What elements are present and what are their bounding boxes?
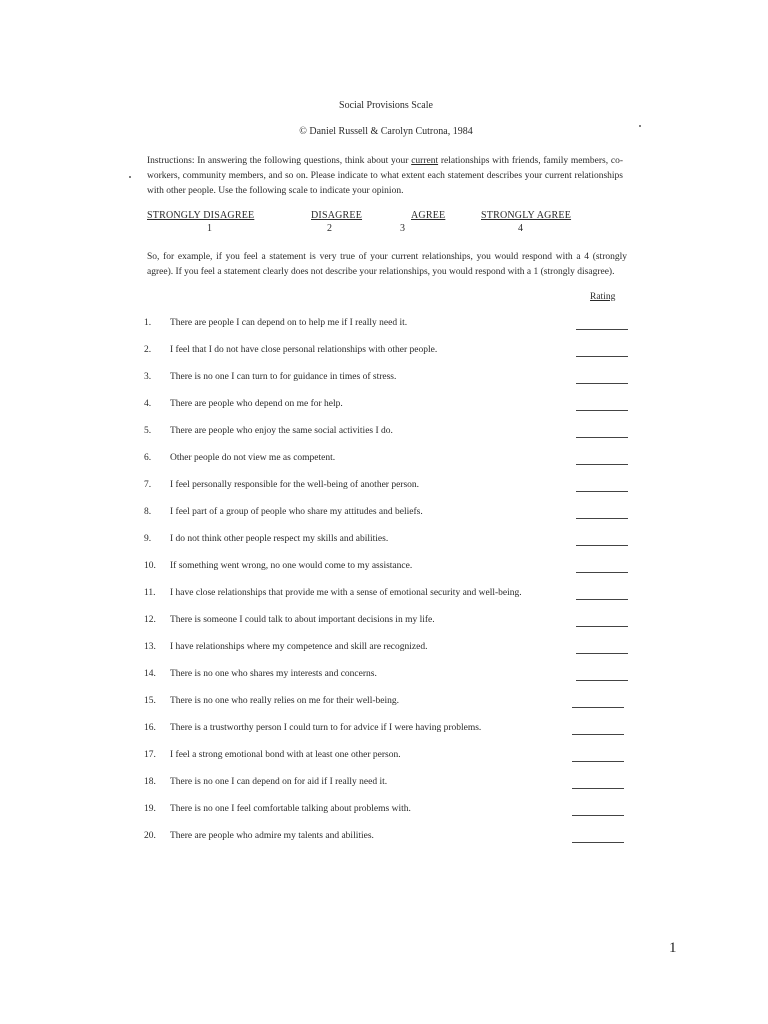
item-text: There is no one who really relies on me for their well-being. [170, 696, 399, 706]
list-item [140, 399, 640, 419]
item-number: 19. [144, 804, 156, 814]
rating-blank[interactable] [572, 734, 624, 735]
item-text: I do not think other people respect my skills and abilities. [170, 534, 389, 544]
item-text: There is no one I can depend on for aid if I really need it. [170, 777, 388, 787]
rating-blank[interactable] [572, 707, 624, 708]
list-item [140, 669, 640, 689]
item-text: I have relationships where my competence and skill are recognized. [170, 642, 428, 652]
list-item [140, 318, 640, 338]
list-item [140, 453, 640, 473]
rating-blank[interactable] [572, 788, 624, 789]
rating-blank[interactable] [576, 329, 628, 330]
item-text: There are people who enjoy the same social activities I do. [170, 426, 393, 436]
rating-blank[interactable] [572, 761, 624, 762]
rating-blank[interactable] [576, 383, 628, 384]
list-item [140, 723, 640, 743]
item-text: There is no one I can turn to for guidance in times of stress. [170, 372, 397, 382]
scan-speck [129, 176, 131, 178]
item-text: There is someone I could talk to about important decisions in my life. [170, 615, 435, 625]
item-text: Other people do not view me as competent. [170, 453, 336, 463]
item-number: 16. [144, 723, 156, 733]
scale-value-4: 4 [518, 223, 523, 234]
list-item [140, 561, 640, 581]
list-item [140, 750, 640, 770]
list-item [140, 777, 640, 797]
rating-blank[interactable] [576, 572, 628, 573]
scale-label-strongly-disagree: STRONGLY DISAGREE [147, 210, 255, 221]
scale-label-strongly-agree: STRONGLY AGREE [481, 210, 572, 221]
item-number: 20. [144, 831, 156, 841]
item-number: 15. [144, 696, 156, 706]
rating-blank[interactable] [576, 653, 628, 654]
rating-blank[interactable] [576, 356, 628, 357]
rating-blank[interactable] [576, 518, 628, 519]
item-text: I have close relationships that provide me with a sense of emotional security and well-being. [170, 588, 522, 598]
item-number: 17. [144, 750, 156, 760]
response-scale [147, 210, 627, 236]
rating-header: Rating [590, 292, 616, 302]
copyright-line: © Daniel Russell & Carolyn Cutrona, 1984 [299, 126, 473, 137]
item-text: There is no one I feel comfortable talking about problems with. [170, 804, 411, 814]
list-item [140, 831, 640, 851]
item-number: 12. [144, 615, 156, 625]
page-number: 1 [669, 940, 677, 956]
item-number: 14. [144, 669, 156, 679]
list-item [140, 534, 640, 554]
item-number: 7. [144, 480, 152, 490]
item-text: I feel that I do not have close personal relationships with other people. [170, 345, 438, 355]
list-item [140, 804, 640, 824]
rating-blank[interactable] [576, 437, 628, 438]
list-item [140, 345, 640, 365]
item-number: 9. [144, 534, 152, 544]
item-text: I feel a strong emotional bond with at least one other person. [170, 750, 401, 760]
list-item [140, 696, 640, 716]
item-text: I feel part of a group of people who share my attitudes and beliefs. [170, 507, 423, 517]
item-text: There are people who admire my talents and abilities. [170, 831, 374, 841]
scale-label-disagree: DISAGREE [311, 210, 363, 221]
instructions-underlined: current [411, 156, 439, 166]
scale-label-agree: AGREE [411, 210, 446, 221]
instructions [147, 154, 623, 199]
item-text: I feel personally responsible for the well-being of another person. [170, 480, 420, 490]
item-text: If something went wrong, no one would come to my assistance. [170, 561, 413, 571]
item-number: 8. [144, 507, 152, 517]
example-paragraph: So, for example, if you feel a statement is very true of your current relationships, you would respond with a 4 (strongly agree). If you feel a statement clearly does not describe your relationships, you would respond with a 1 (strongly disagree). [147, 252, 627, 277]
rating-blank[interactable] [576, 491, 628, 492]
list-item [140, 588, 640, 608]
rating-blank[interactable] [576, 599, 628, 600]
item-number: 11. [144, 588, 156, 598]
scale-value-2: 2 [327, 223, 332, 234]
item-number: 1. [144, 318, 152, 328]
list-item [140, 507, 640, 527]
rating-blank[interactable] [572, 815, 624, 816]
item-text: There is a trustworthy person I could turn to for advice if I were having problems. [170, 723, 482, 733]
list-item [140, 480, 640, 500]
list-item [140, 426, 640, 446]
rating-blank[interactable] [576, 680, 628, 681]
rating-blank[interactable] [576, 410, 628, 411]
list-item [140, 642, 640, 662]
item-number: 5. [144, 426, 152, 436]
rating-blank[interactable] [576, 464, 628, 465]
scale-value-3: 3 [400, 223, 405, 234]
instructions-prefix: Instructions: In answering the following questions, think about your [147, 156, 412, 166]
item-number: 6. [144, 453, 152, 463]
rating-blank[interactable] [576, 626, 628, 627]
item-text: There is no one who shares my interests and concerns. [170, 669, 377, 679]
scan-speck [639, 125, 641, 127]
list-item [140, 615, 640, 635]
item-text: There are people I can depend on to help me if I really need it. [170, 318, 408, 328]
rating-blank[interactable] [572, 842, 624, 843]
form-title: Social Provisions Scale [339, 100, 433, 111]
instructions-suffix: relationships with friends, family members, co-workers, community members, and so on. Please indicate to what extent each statement describes your current relationships with other people. Use the following scale to indicate your opinion. [147, 156, 623, 196]
item-number: 10. [144, 561, 156, 571]
item-number: 2. [144, 345, 152, 355]
item-number: 13. [144, 642, 156, 652]
item-number: 3. [144, 372, 152, 382]
item-number: 18. [144, 777, 156, 787]
scale-value-1: 1 [207, 223, 212, 234]
item-number: 4. [144, 399, 152, 409]
item-text: There are people who depend on me for help. [170, 399, 343, 409]
rating-blank[interactable] [576, 545, 628, 546]
list-item [140, 372, 640, 392]
